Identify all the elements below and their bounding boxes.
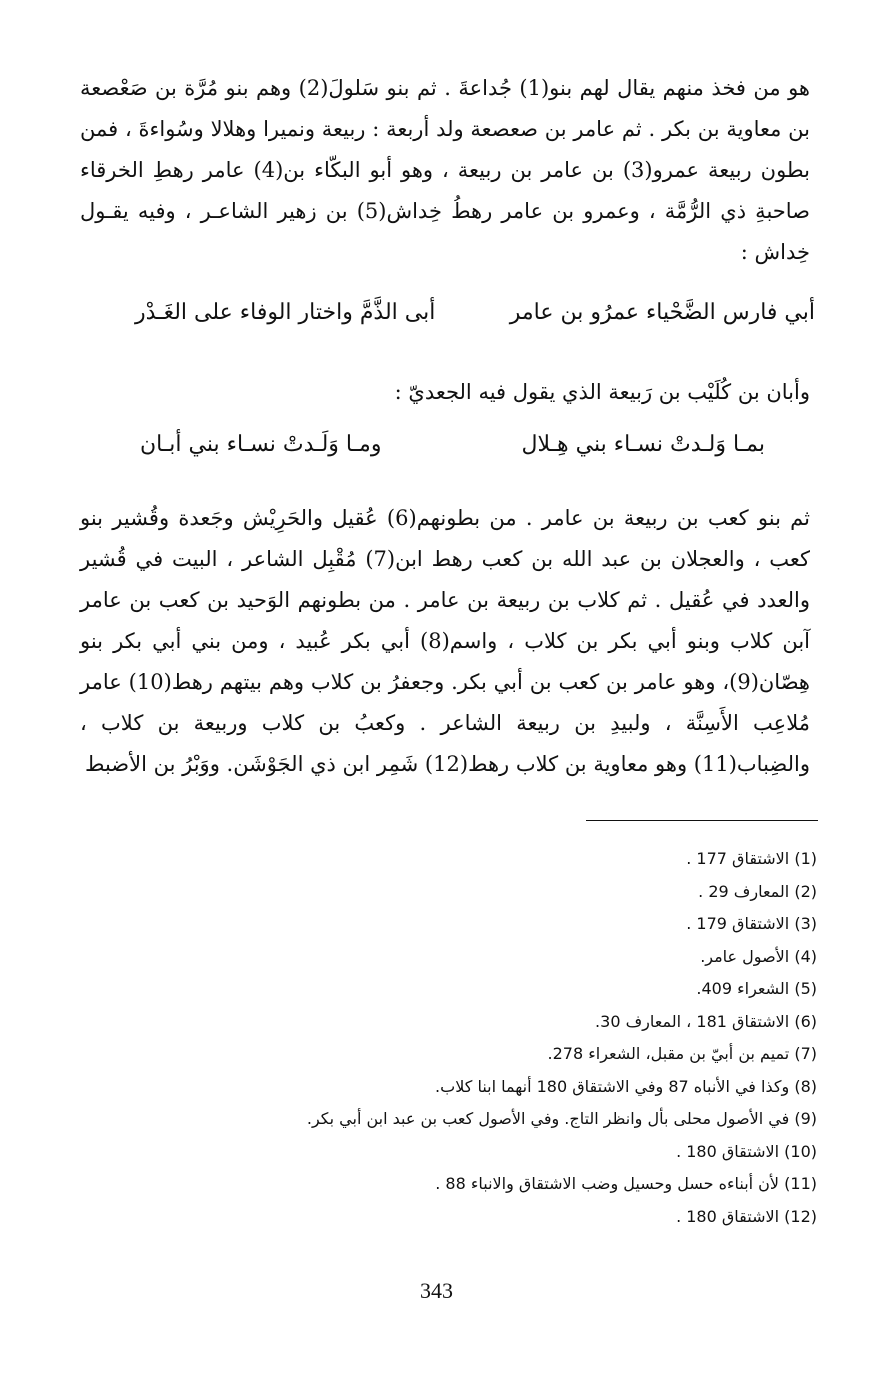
footnote-11: (11) لأن أبناءه حسل وحسيل وضب الاشتقاق والانباء 88 . [435,1174,817,1193]
footnote-5: (5) الشعراء 409. [696,979,817,998]
paragraph-1: هو من فخذ منهم يقال لهم بنو(1) جُداعةَ . ثم بنو سَلولَ(2) وهم بنو مُرَّة بن صَعْصعة بن معاوية بن بكر . ثم عامر بن صعصعة ولد أربعة : ربيعة ونميرا وهلالا وسُواءةَ ، فمن بطون ربيعة عمرو(3) بن عامر بن ربيعة ، وهو أبو البكّاء بن(4) عامر رهطِ الخرقاء صاحبةِ ذي الرُّمَّة ، وعمرو بن عامر رهطُ خِداش(5) بن زهير الشاعـر ، وفيه يقـول خِداش : [80,76,810,264]
footnote-divider [586,820,818,821]
footnotes [57,843,817,1233]
page-number: 343 [420,1278,453,1303]
verse-2-second-hemistich: ومـا وَلَـدتْ نسـاء بني أبـان [140,432,382,457]
main-text-2 [80,372,810,413]
footnote-7: (7) تميم بن أبيّ بن مقبل، الشعراء 278. [547,1044,817,1063]
footnote-8: (8) وكذا في الأنباه 87 وفي الاشتقاق 180 أنهما ابنا كلاب. [435,1076,817,1096]
footnote-2: (2) المعارف 29 . [698,881,817,901]
footnote-12: (12) الاشتقاق 180 . [676,1206,817,1226]
footnote-9: (9) في الأصول محلى بأل وانظر التاج. وفي الأصول كعب بن عبد ابن أبي بكر. [306,1109,817,1128]
footnote-1: (1) الاشتقاق 177 . [686,849,817,868]
verse-2-first-hemistich: بمـا وَلـدتْ نسـاء بني هِـلال [521,432,765,457]
main-text-3 [80,498,810,785]
paragraph-3: ثم بنو كعب بن ربيعة بن عامر . من بطونهم(6) عُقيل والحَرِيْش وجَعدة وقُشير بنو كعب ، والعجلان بن عبد الله بن كعب رهط ابن(7) مُقْبِل الشاعر ، البيت في قُشير والعدد في عُقيل . ثم كلاب بن ربيعة بن عامر . من بطونهم الوَحيد بن كعب بن عامر آبن كلاب وبنو أبي بكر بن كلاب ، واسم(8) أبي بكر عُبيد ، ومن بني أبي بكر بنو هِصّان(9)، وهو عامر بن كعب بن أبي بكر. وجعفرُ بن كلاب وهم بيتهم رهط(10) عامر مُلاعِب الأَسِنَّة ، ولبيدِ بن ربيعة الشاعر . وكعبُ بن كلاب وربيعة بن كلاب ، والضِباب(11) وهو معاوية بن كلاب رهط(12) شَمِر ابن ذي الجَوْشَن. ووَبْرُ بن الأضبط [80,506,811,776]
footnote-10: (10) الاشتقاق 180 . [676,1141,817,1161]
verse-1-first-hemistich: أبي فارس الضَّحْياء عمرُو بن عامر [509,300,815,325]
verse-1 [135,300,815,325]
main-text [80,68,810,273]
footnote-4: (4) الأصول عامر. [700,946,817,966]
verse-1-second-hemistich: أبى الذَّمَّ واختار الوفاء على الغَـدْر [135,300,436,325]
verse-2 [140,432,765,457]
footnote-3: (3) الاشتقاق 179 . [686,914,817,933]
footnote-6: (6) الاشتقاق 181 ، المعارف 30. [595,1011,817,1031]
paragraph-2: وأبان بن كُلَيْب بن رَبيعة الذي يقول فيه الجعديّ : [394,380,810,404]
